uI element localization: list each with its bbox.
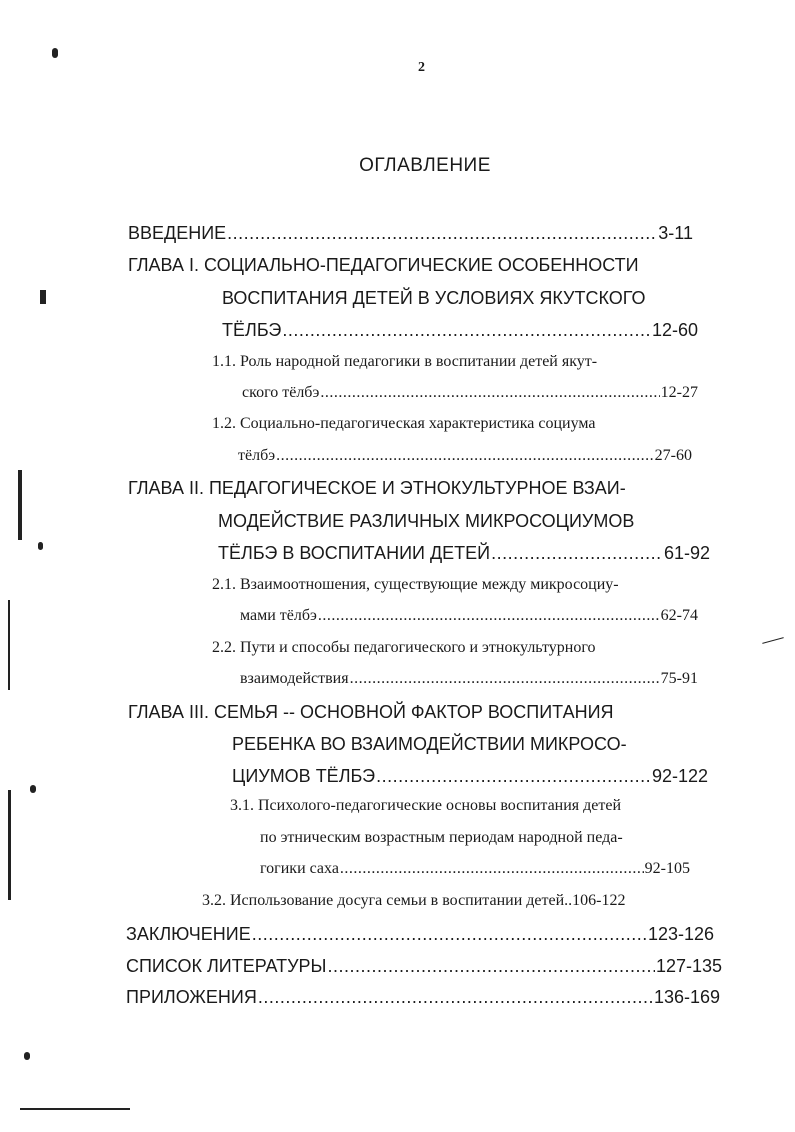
scan-artifact <box>30 785 36 793</box>
toc-entry-label: мами тёлбэ <box>240 607 317 624</box>
toc-entry-label: ского тёлбэ <box>242 384 320 401</box>
scan-artifact <box>52 48 58 58</box>
leader-dots <box>350 670 660 688</box>
toc-entry-label: ВВЕДЕНИЕ <box>128 223 227 243</box>
toc-section-3-1-line-1[interactable]: 3.1. Психолого-педагогические основы воспитания детей <box>230 797 622 814</box>
leader-dots <box>276 447 654 465</box>
scan-artifact <box>762 637 784 644</box>
toc-entry-section-1-1[interactable] <box>242 384 698 412</box>
leader-dots <box>227 223 657 244</box>
toc-entry-label: ЗАКЛЮЧЕНИЕ <box>126 924 251 944</box>
toc-entry-references[interactable] <box>126 956 722 984</box>
leader-dots <box>258 987 653 1008</box>
leader-dots <box>318 607 660 625</box>
toc-section-1-2-line-1[interactable]: 1.2. Социально-педагогическая характеристика социума <box>212 415 596 432</box>
leader-dots <box>340 860 644 878</box>
toc-entry-pages: 12-60 <box>651 320 698 340</box>
page-number: 2 <box>418 60 425 75</box>
toc-entry-conclusion[interactable] <box>126 924 714 952</box>
toc-section-1-1-line-1[interactable]: 1.1. Роль народной педагогики в воспитании детей якут- <box>212 353 598 370</box>
toc-entry-pages: 61-92 <box>663 543 710 563</box>
toc-entry-appendix[interactable] <box>126 987 720 1015</box>
toc-entry-label: СПИСОК ЛИТЕРАТУРЫ <box>126 956 327 976</box>
leader-dots <box>491 543 663 564</box>
toc-chapter-2-line-2[interactable]: МОДЕЙСТВИЕ РАЗЛИЧНЫХ МИКРОСОЦИУМОВ <box>218 511 635 531</box>
toc-entry-intro[interactable] <box>128 223 693 251</box>
toc-entry-label: ТЁЛБЭ <box>222 320 282 340</box>
toc-entry-label: ТЁЛБЭ В ВОСПИТАНИИ ДЕТЕЙ <box>218 543 491 563</box>
toc-chapter-3-line-1[interactable]: ГЛАВА III. СЕМЬЯ -- ОСНОВНОЙ ФАКТОР ВОСПИТАНИЯ <box>128 702 614 722</box>
toc-entry-section-3-2[interactable] <box>202 892 626 910</box>
toc-entry-pages: 106-122 <box>572 892 626 909</box>
scan-artifact <box>24 1052 30 1060</box>
toc-entry-pages: 62-74 <box>660 607 698 624</box>
leader-dots <box>320 384 659 402</box>
toc-entry-section-1-2[interactable] <box>238 447 692 475</box>
toc-section-2-2-line-1[interactable]: 2.2. Пути и способы педагогического и этнокультурного <box>212 639 596 656</box>
toc-entry-label: гогики саха <box>260 860 339 877</box>
toc-section-3-1-line-2[interactable]: по этническим возрастным периодам народной педа- <box>260 829 623 846</box>
toc-entry-pages: 27-60 <box>654 447 692 464</box>
toc-entry-label: 3.2. Использование досуга семьи в воспитании детей.. <box>202 892 573 909</box>
toc-chapter-1-line-1[interactable]: ГЛАВА I. СОЦИАЛЬНО-ПЕДАГОГИЧЕСКИЕ ОСОБЕННОСТИ <box>128 255 639 275</box>
toc-entry-pages: 136-169 <box>653 987 720 1007</box>
toc-entry-label: взаимодействия <box>240 670 349 687</box>
toc-chapter-3-line-2[interactable]: РЕБЕНКА ВО ВЗАИМОДЕЙСТВИИ МИКРОСО- <box>232 734 627 754</box>
toc-entry-chapter-2[interactable] <box>218 543 710 571</box>
toc-entry-pages: 123-126 <box>647 924 714 944</box>
toc-entry-pages: 92-105 <box>644 860 690 877</box>
toc-entry-section-3-1[interactable] <box>260 860 690 888</box>
toc-entry-label: ЦИУМОВ ТЁЛБЭ <box>232 766 376 786</box>
toc-entry-pages: 92-122 <box>651 766 708 786</box>
toc-entry-pages: 12-27 <box>660 384 698 401</box>
scan-artifact <box>20 1108 130 1110</box>
toc-section-2-1-line-1[interactable]: 2.1. Взаимоотношения, существующие между микросоциу- <box>212 576 619 593</box>
toc-entry-pages: 127-135 <box>655 956 722 976</box>
toc-entry-pages: 3-11 <box>658 223 693 243</box>
toc-chapter-1-line-2[interactable]: ВОСПИТАНИЯ ДЕТЕЙ В УСЛОВИЯХ ЯКУТСКОГО <box>222 288 646 308</box>
toc-entry-chapter-3[interactable] <box>232 766 708 794</box>
toc-entry-label: тёлбэ <box>238 447 276 464</box>
scan-artifact <box>8 790 11 900</box>
scan-artifact <box>38 542 43 550</box>
toc-chapter-2-line-1[interactable]: ГЛАВА II. ПЕДАГОГИЧЕСКОЕ И ЭТНОКУЛЬТУРНОЕ ВЗАИ- <box>128 478 626 498</box>
toc-entry-pages: 75-91 <box>660 670 698 687</box>
scan-artifact <box>8 600 10 690</box>
toc-entry-chapter-1[interactable] <box>222 320 698 348</box>
toc-entry-section-2-2[interactable] <box>240 670 698 698</box>
scan-artifact <box>18 470 22 540</box>
leader-dots <box>376 766 651 787</box>
scan-artifact <box>40 290 46 304</box>
leader-dots <box>252 924 647 945</box>
leader-dots <box>282 320 651 341</box>
toc-entry-section-2-1[interactable] <box>240 607 698 635</box>
toc-entry-label: ПРИЛОЖЕНИЯ <box>126 987 257 1007</box>
page-title: ОГЛАВЛЕНИЕ <box>359 155 491 176</box>
leader-dots <box>328 956 655 977</box>
